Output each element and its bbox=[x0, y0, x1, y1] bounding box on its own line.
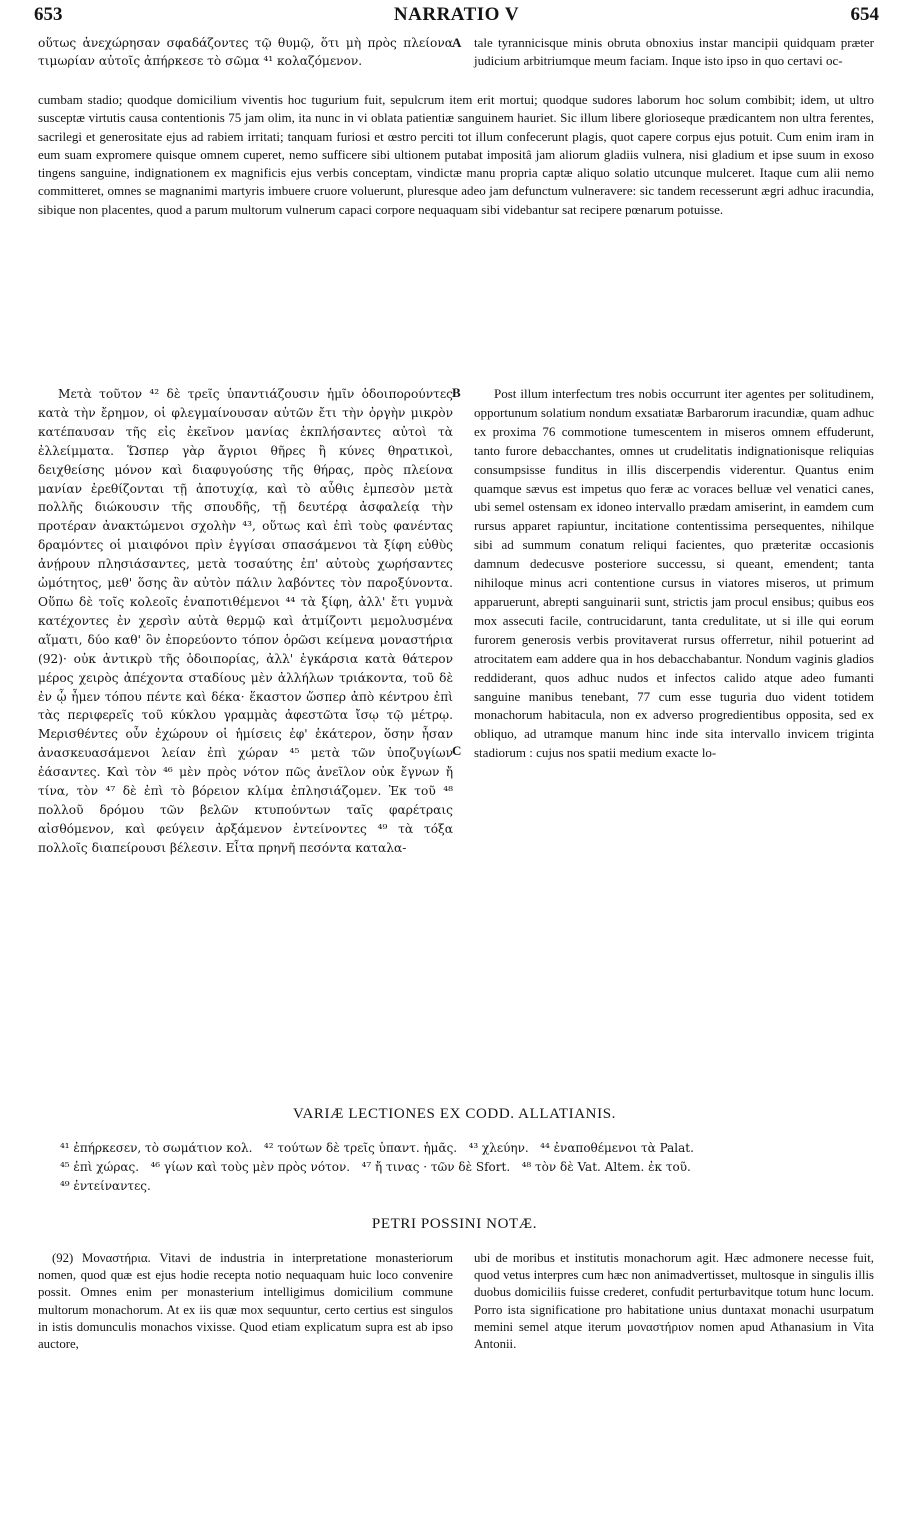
page-number-left: 653 bbox=[34, 4, 63, 25]
variant-reading: ⁴⁸ τὸν δὲ Vat. Altem. ἐκ τοῦ. bbox=[521, 1160, 691, 1174]
latin-paragraph-top: tale tyrannicisque minis obruta obnoxius instar mancipii quidquam præter judicium arbitriumque meum faciam. Inque isto ipso in quo certavi oc- bbox=[474, 35, 874, 69]
latin-full-width-text bbox=[38, 91, 874, 219]
greek-paragraph-top: οὕτως ἀνεχώρησαν σφαδάζοντες τῷ θυμῷ, ὅτι μὴ πρὸς πλείονα τιμωρίαν αὐτοῖς ἀπήρκεσε τὸ σῶμα ⁴¹ κολαζόμενον. bbox=[38, 36, 453, 69]
page-number-right: 654 bbox=[850, 4, 879, 25]
notes-column-left bbox=[38, 1250, 453, 1353]
latin-paragraph-full: cumbam stadio; quodque domicilium viventis hoc tugurium fuit, sepulcrum item erit mortui; quodque sudores laborum hoc solum combibit; idem, ut ultro susceptæ virtutis causa contentionis 75 jam olim, ita nunc in vi oblata patientiæ sanguinem hauriet. Sic illum libere glorioseque prædicantem non ultra ferentes, sacrilegi et generositate ejus ad rabiem irritati; tanquam furiosi et œstro perciti tot illum confecerunt plagis, quot capere corpus ejus potuit. Cum enim iram in eum suam expromere quisque omnem cuperet, nemo sufficere sibi ultionem putabat impositâ jam aliorum gladiis vulnera, nisi gladium et ipse suum in exoso tingens sanguine, indignationem ex magnificis ejus verbis conceptam, vindictæ manu propria captæ aliquo solatio utcunque mulceret. Itaque cum alii nemo committeret, omnes se magnanimi martyris imbuere cruore voluerunt, pluresque adeo jam defunctum vulneravere: sic tandem recesserunt ægri adhuc iracundia, sibique non placentes, quod a parum multorum vulnerum capaci corpore nequaquam sibi videbantur sat recipere pœnarum potuisse. bbox=[38, 92, 874, 217]
variant-reading: ⁴⁶ γίων καὶ τοὺς μὲν πρὸς νότον. bbox=[150, 1160, 351, 1174]
variae-lectiones-heading: VARIÆ LECTIONES EX CODD. ALLATIANIS. bbox=[293, 1106, 616, 1122]
variant-reading: ⁴² τούτων δὲ τρεῖς ὑπαντ. ἡμᾶς. bbox=[263, 1141, 458, 1155]
column-marker-a: A bbox=[452, 35, 462, 50]
latin-paragraph-main: Post illum interfectum tres nobis occurrunt iter agentes per solitudinem, opportunum solatium nondum exsatiatæ Barbarorum iracundiæ, quam adhuc ex proxima 76 commotione tumescentem in miseros omnem effuderunt, tanto furore debacchantes, omnes ut crudelitatis indignationisque reliquias consumpsisse funditus in illis discerpendis viderentur. Quantus enim quamque sævus est impetus quo feræ ac voraces belluæ vel venatici canes, ubi semel ostensam ex idoneo intervallo prædam amiserint, in eamdem cum rursus apparet rapiuntur, incitatione contentissima persequentes, nihilque sibi ad summum conatum reliqui facientes, quo præteritæ occasionis damnum dedecusve posteriore successu, si queant, emendent; tanta nihiloque minus acri contentione cursus in viatores miseros, ut primum apparuerunt, abrepti sanguinarii sunt, strictis jam procul ensibus; quibus eos mox assecuti facile, contrucidarunt, tanta credulitate, ut si ille qui eorum furorem generosis verbis provitaverat rursus offerretur, nihil potuerint ad atrocitatem eam addere qua in hos debacchabantur. Nondum vaginis gladios reddiderant, quos adhuc nudos et infectos calido atque adeo fumanti sanguine manibus tenebant, 77 cum esse tuguria duo vident totidem monachorum habitacula, non ex adverso progredientibus opposita, sed ex obliquo, ad utramque manum hinc inde sita intervallo invicem triginta stadiorum : cujus nos spatii medium exacte lo- bbox=[474, 386, 874, 761]
column-marker-c: C bbox=[452, 743, 462, 758]
variant-reading: ⁴⁷ ἤ τινας · τῶν δὲ Sfort. bbox=[361, 1160, 511, 1174]
variant-readings bbox=[60, 1139, 874, 1196]
greek-paragraph-main: Μετὰ τοῦτον ⁴² δὲ τρεῖς ὑπαντιάζουσιν ἡμῖν ὁδοιπορούντες κατὰ τὴν ἔρημον, οἱ φλεγμαίνουσαν αὐτῶν ἔτι τὴν ὀργὴν μικρὸν κατέπαυσαν τῆς εἰς ἐκεῖνον μανίας ἐκπλήσαντες αὐτοὶ τὰ ἐλλείμματα. Ὥσπερ γὰρ ἄγριοι θῆρες ἢ κύνες θηρατικοὶ, δειχθείσης μόνον καὶ διαφυγούσης τῆς θήρας, πρὸς πλείονα μανίαν ἐρεθίζονται τῇ ἀποτυχίᾳ, καὶ τὸ αὖθις ἐμπεσὸν μετὰ πολλῆς διώκουσιν τῆς σπουδῆς, τῇ δευτέρᾳ ἀσφαλείᾳ τὴν προτέραν ἀνακτώμενοι σχολὴν ⁴³, οὕτως καὶ ἐπὶ τοὺς φανέντας δραμόντες οἱ μιαιφόνοι πρὶν ἐγγίσαι σπασάμενοι τὰ ξίφη εὐθὺς ἀνῄρουν πλησιάσαντες, μετὰ τοσαύτης ἐπ' αὐτοὺς χωρήσαντες ὠμότητος, μεθ' ὅσης ἂν αὐτὸν πάλιν λαβόντες τὸν παροξύνοντα. Οὕπω δὲ τοῖς κολεοῖς ἐναποτιθέμενοι ⁴⁴ τὰ ξίφη, ἀλλ' ἔτι γυμνὰ κατέχοντες ἐν χερσὶν αὐτὰ θερμῷ καὶ ἀτμίζοντι μεμολυσμένα αἵματι, δύο καθ' ὃν ἐπορεύοντο τόπον ὁρῶσι κείμενα μοναστήρια (92)· οὐκ ἀντικρὺ τῆς ὁδοιπορίας, ἀλλ' ἐγκάρσια κατὰ θάτερον μέρος χειρὸς ἀπέχοντα σταδίους μὲν ἀλλήλων τριάκοντα, τοῦ δὲ ἐν ᾧ ἦμεν τόπου πέντε καὶ δέκα· ἕκαστον ὥσπερ ἀπὸ κέντρου ἐπὶ τὰς περιφερεῖς τοῦ κύκλου γραμμὰς ἀφεστῶτα ἴσῳ τῷ μέτρῳ. Μερισθέντες οὖν ἐχώρουν οἱ ἡμίσεις ἐφ' ἑκάτερον, ὅσην ἦσαν ἀνασκευασάμενοι λείαν ἐπὶ χώραν ⁴⁵ μετὰ τῶν ὑποζυγίων ἐάσαντες. Καὶ τὸν ⁴⁶ μὲν πρὸς νότον πῶς ἀνεῖλον οὐκ ἔγνων ἤ τίνα, τὸν ⁴⁷ δὲ ἐπὶ τὸ βόρειον κλίμα ἐπλησιάζομεν. Ἐκ τοῦ ⁴⁸ πολλοῦ δρόμου τῶν βελῶν κτυπούντων ταῖς φαρέτραις αἰσθόμενον, καὶ φεύγειν ἀρξάμενον ἐντείνοντες ⁴⁹ τὰ τόξα πολλοῖς διαπείρουσι βέλεσιν. Εἶτα πρηνῆ πεσόντα καταλα- bbox=[38, 387, 453, 855]
running-title: NARRATIO V bbox=[393, 4, 520, 25]
note-paragraph-left: (92) Μοναστήρια. Vitavi de industria in interpretatione monasteriorum nomen, quod quæ est ejus hodie recepta notio nequaquam huic loco convenire possit. Omnes enim per monasterium intelligimus domicilium commune multorum monachorum. At ex iis quæ mox sequuntur, certo certius est singulos in istis domunculis monachos vixisse. Quod etiam explicatum supra est ab ipso auctore, bbox=[38, 1251, 453, 1352]
notes-column-right bbox=[474, 1250, 874, 1353]
variant-reading: ⁴⁹ ἐντείναντες. bbox=[60, 1179, 151, 1193]
greek-column-main bbox=[38, 385, 453, 858]
page-header bbox=[34, 4, 879, 28]
greek-text-top bbox=[38, 34, 453, 71]
column-marker-b: B bbox=[452, 385, 461, 400]
variant-reading: ⁴⁴ ἐναποθέμενοι τὰ Palat. bbox=[540, 1141, 694, 1155]
latin-column-main bbox=[474, 385, 874, 763]
variant-reading: ⁴⁵ ἐπὶ χώρας. bbox=[60, 1160, 140, 1174]
note-paragraph-right: ubi de moribus et institutis monachorum agit. Hæc admonere necesse fuit, quod vetus interpres cum hæc non animadvertisset, multosque in singulis illis duobus domiciliis fuisse crederet, confudit perturbavitque totum hunc locum. Porro ista significatione pro habitatione unius duntaxat monachi usurpatum memini semel atque iterum μοναστήριον nomen apud Athanasium in Vita Antonii. bbox=[474, 1251, 874, 1352]
notae-heading: PETRI POSSINI NOTÆ. bbox=[371, 1216, 538, 1232]
variant-reading: ⁴³ χλεύην. bbox=[468, 1141, 529, 1155]
variant-reading: ⁴¹ ἐπήρκεσεν, τὸ σωμάτιον κολ. bbox=[60, 1141, 253, 1155]
latin-text-top bbox=[474, 34, 874, 71]
